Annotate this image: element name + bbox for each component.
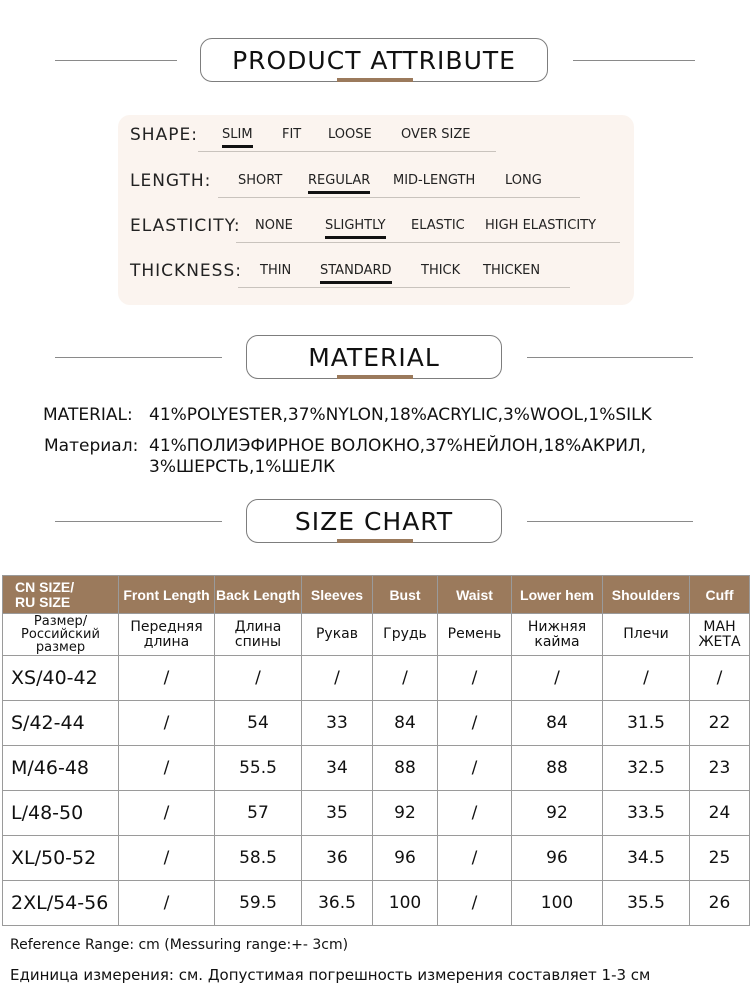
header-divider-right <box>527 357 693 358</box>
table-cell: 35 <box>302 791 373 836</box>
attribute-baseline <box>236 242 620 243</box>
table-cell: 31.5 <box>603 701 690 746</box>
table-cell: / <box>119 881 215 926</box>
table-cell: / <box>603 656 690 701</box>
table-row <box>3 746 750 791</box>
option-loose: LOOSE <box>328 127 372 142</box>
table-cell: 34 <box>302 746 373 791</box>
table-cell: / <box>373 656 438 701</box>
attribute-baseline <box>238 287 570 288</box>
table-row <box>3 701 750 746</box>
attribute-row-length <box>118 161 634 197</box>
option-standard: STANDARD <box>320 263 392 278</box>
header-divider-left <box>55 60 177 61</box>
attribute-label: SHAPE: <box>130 125 198 145</box>
attribute-row-shape <box>118 115 634 151</box>
size-chart-table <box>2 575 750 926</box>
table-cell: 58.5 <box>215 836 302 881</box>
table-header-en <box>3 576 750 614</box>
attribute-label: THICKNESS: <box>130 261 242 281</box>
table-row <box>3 836 750 881</box>
material-en-value: 41%POLYESTER,37%NYLON,18%ACRYLIC,3%WOOL,1%SILK <box>149 405 652 425</box>
table-cell: / <box>438 836 512 881</box>
table-cell: 92 <box>373 791 438 836</box>
option-elastic: ELASTIC <box>411 218 465 233</box>
attribute-baseline <box>218 197 580 198</box>
size-cell: 2XL/54-56 <box>3 881 119 926</box>
table-cell: 84 <box>512 701 603 746</box>
table-cell: Lower hem <box>512 576 603 614</box>
option-short: SHORT <box>238 173 283 188</box>
size-cell: Размер/ Российский размер <box>3 614 119 656</box>
header-divider-right <box>527 521 693 522</box>
table-cell: Ремень <box>438 614 512 656</box>
table-cell: Back Length <box>215 576 302 614</box>
option-slim: SLIM <box>222 127 253 142</box>
table-cell: / <box>438 881 512 926</box>
title-accent-bar <box>337 78 413 82</box>
table-cell: 35.5 <box>603 881 690 926</box>
option-mid-length: MID-LENGTH <box>393 173 476 188</box>
table-cell: Front Length <box>119 576 215 614</box>
table-cell: Плечи <box>603 614 690 656</box>
table-cell: Рукав <box>302 614 373 656</box>
size-cell: L/48-50 <box>3 791 119 836</box>
table-cell: / <box>119 836 215 881</box>
option-high-elasticity: HIGH ELASTICITY <box>485 218 597 233</box>
option-none: NONE <box>255 218 293 233</box>
size-cell: XS/40-42 <box>3 656 119 701</box>
table-cell: Cuff <box>690 576 750 614</box>
table-header-ru <box>3 614 750 656</box>
table-cell: 88 <box>512 746 603 791</box>
material-header <box>0 335 750 385</box>
table-cell: 92 <box>512 791 603 836</box>
table-cell: / <box>119 656 215 701</box>
table-cell: 33 <box>302 701 373 746</box>
attribute-row-thickness <box>118 251 634 287</box>
reference-range-note-ru: Единица измерения: см. Допустимая погрешность измерения составляет 1-3 см <box>10 966 651 984</box>
table-cell: / <box>302 656 373 701</box>
table-cell: 32.5 <box>603 746 690 791</box>
size-cell: CN SIZE/ RU SIZE <box>3 576 119 614</box>
header-divider-right <box>573 60 695 61</box>
section-title: PRODUCT ATTRIBUTE <box>200 38 548 82</box>
table-cell: 59.5 <box>215 881 302 926</box>
table-cell: Грудь <box>373 614 438 656</box>
option-long: LONG <box>505 173 542 188</box>
attribute-row-elasticity <box>118 206 634 242</box>
table-cell: / <box>438 656 512 701</box>
option-regular: REGULAR <box>308 173 371 188</box>
table-cell: 26 <box>690 881 750 926</box>
table-cell: 25 <box>690 836 750 881</box>
material-ru-value-line1: 41%ПОЛИЭФИРНОЕ ВОЛОКНО,37%НЕЙЛОН,18%АКРИЛ, <box>149 436 647 456</box>
material-en-label: MATERIAL: <box>43 405 133 425</box>
attribute-label: LENGTH: <box>130 171 212 191</box>
material-ru-value-line2: 3%ШЕРСТЬ,1%ШЕЛК <box>149 457 336 477</box>
size-chart-body <box>3 576 750 926</box>
option-over-size: OVER SIZE <box>401 127 471 142</box>
table-cell: 36 <box>302 836 373 881</box>
section-title: SIZE CHART <box>246 499 502 543</box>
table-cell: 55.5 <box>215 746 302 791</box>
table-cell: Bust <box>373 576 438 614</box>
table-cell: 22 <box>690 701 750 746</box>
table-cell: 96 <box>373 836 438 881</box>
table-cell: / <box>438 746 512 791</box>
header-divider-left <box>55 521 222 522</box>
table-cell: Передняя длина <box>119 614 215 656</box>
table-cell: / <box>215 656 302 701</box>
table-row <box>3 656 750 701</box>
title-accent-bar <box>337 539 413 543</box>
table-cell: / <box>119 791 215 836</box>
table-cell: / <box>690 656 750 701</box>
table-cell: / <box>438 791 512 836</box>
table-cell: 23 <box>690 746 750 791</box>
size-cell: M/46-48 <box>3 746 119 791</box>
reference-range-note: Reference Range: cm (Messuring range:+- 3cm) <box>10 937 349 953</box>
option-fit: FIT <box>282 127 302 142</box>
table-cell: 34.5 <box>603 836 690 881</box>
table-cell: МАН ЖЕТА <box>690 614 750 656</box>
option-slightly: SLIGHTLY <box>325 218 386 233</box>
table-row <box>3 881 750 926</box>
material-ru-label: Материал: <box>44 436 139 456</box>
table-cell: / <box>438 701 512 746</box>
table-cell: 36.5 <box>302 881 373 926</box>
table-cell: Нижняя кайма <box>512 614 603 656</box>
table-cell: Sleeves <box>302 576 373 614</box>
table-cell: / <box>119 746 215 791</box>
table-cell: 96 <box>512 836 603 881</box>
option-thin: THIN <box>260 263 292 278</box>
product-attribute-header <box>0 38 750 88</box>
size-cell: XL/50-52 <box>3 836 119 881</box>
size-chart-header <box>0 499 750 549</box>
table-cell: 88 <box>373 746 438 791</box>
title-accent-bar <box>337 375 413 379</box>
table-cell: 57 <box>215 791 302 836</box>
header-divider-left <box>55 357 222 358</box>
table-cell: Длина спины <box>215 614 302 656</box>
option-thicken: THICKEN <box>483 263 541 278</box>
attribute-panel <box>118 115 634 305</box>
table-cell: 100 <box>373 881 438 926</box>
table-cell: 84 <box>373 701 438 746</box>
table-cell: 24 <box>690 791 750 836</box>
section-title: MATERIAL <box>246 335 502 379</box>
size-cell: S/42-44 <box>3 701 119 746</box>
table-cell: 100 <box>512 881 603 926</box>
table-cell: 33.5 <box>603 791 690 836</box>
table-cell: Shoulders <box>603 576 690 614</box>
table-cell: / <box>119 701 215 746</box>
table-cell: / <box>512 656 603 701</box>
attribute-label: ELASTICITY: <box>130 216 241 236</box>
option-thick: THICK <box>421 263 461 278</box>
table-cell: Waist <box>438 576 512 614</box>
attribute-baseline <box>198 151 496 152</box>
table-row <box>3 791 750 836</box>
table-cell: 54 <box>215 701 302 746</box>
